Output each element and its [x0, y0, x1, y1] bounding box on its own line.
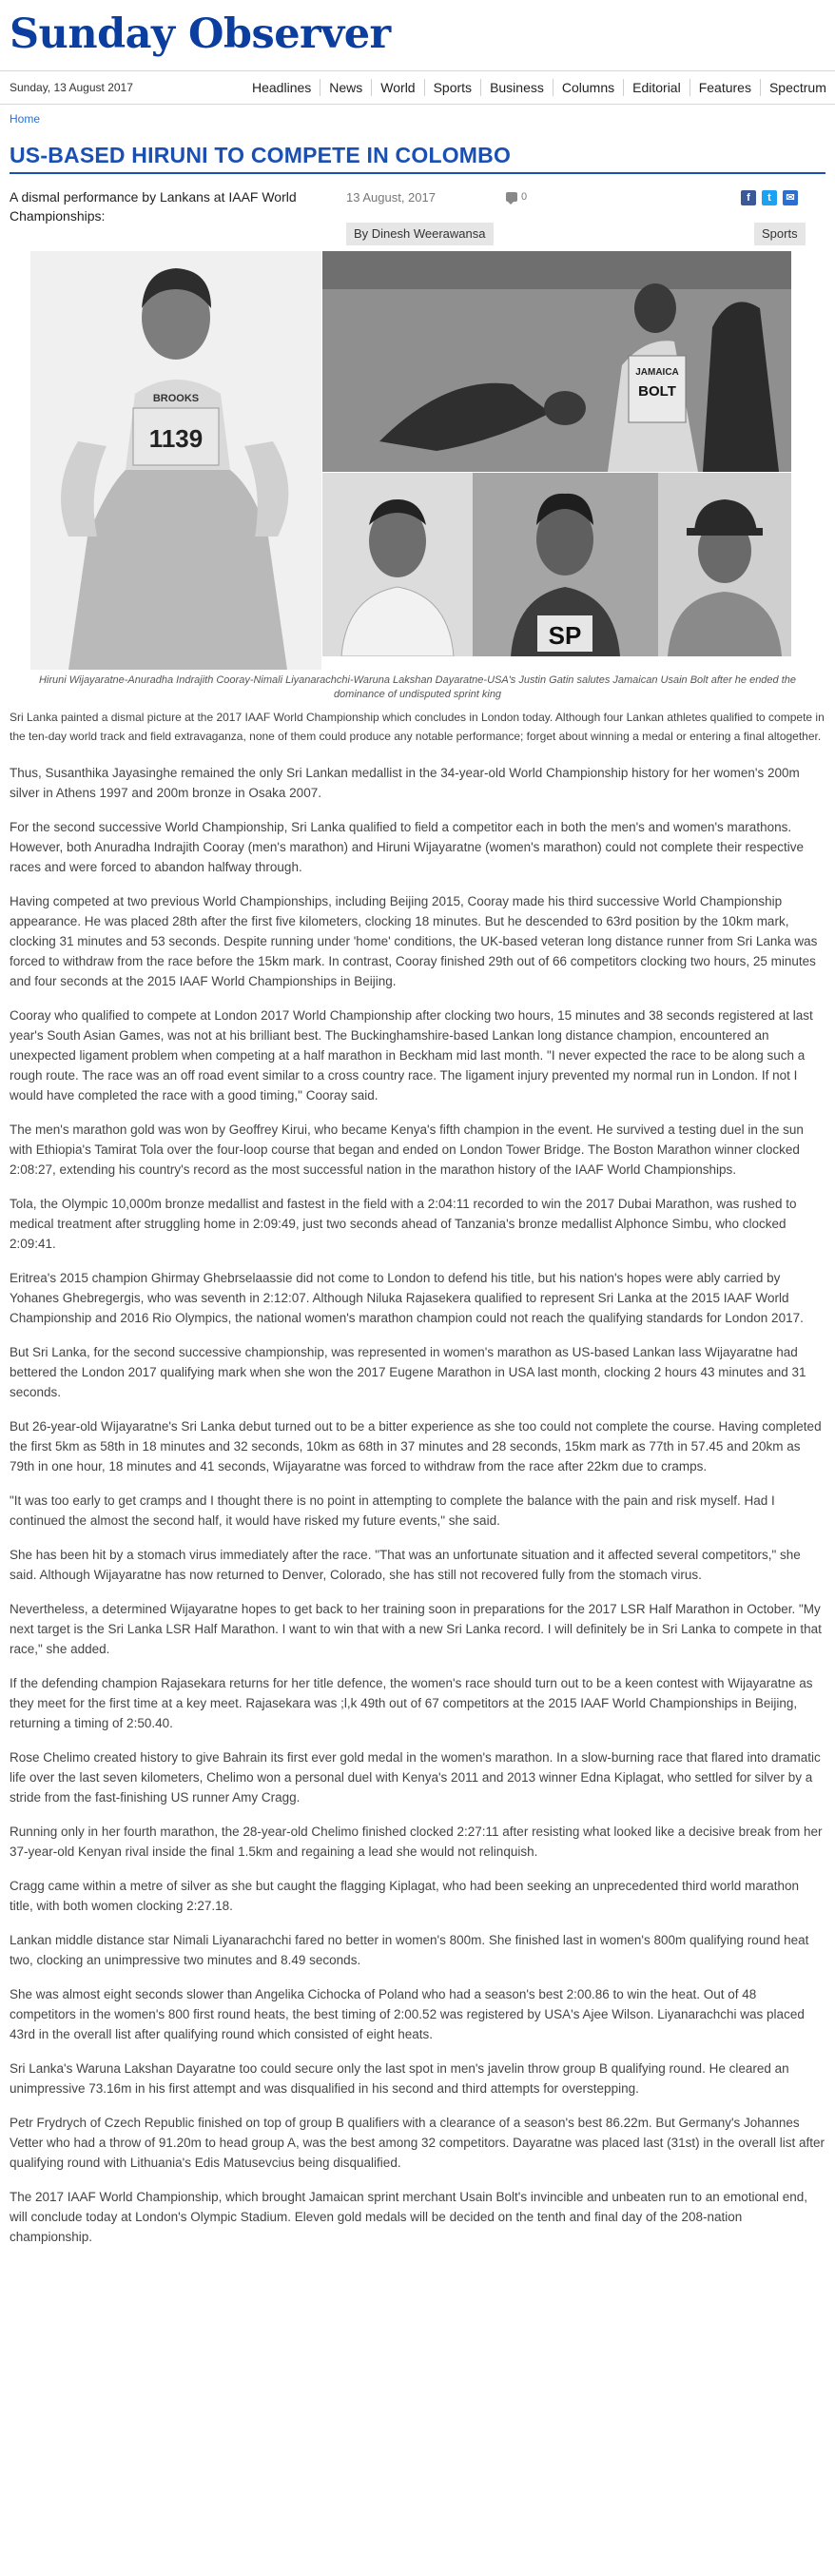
article-paragraph: Sri Lanka's Waruna Lakshan Dayaratne too could secure only the last spot in men's javelin throw group B qualifying round. He cleared an unimpressive 73.16m in his first attempt and was disqualified in his second and third attempts for overstepping.: [10, 2061, 789, 2096]
article-paragraph: Sri Lanka painted a dismal picture at the 2017 IAAF World Championship which concludes in London today. Although four Lankan athletes qualified to compete in the ten-day world track and field extravaganza, none of them could produce any notable performance; forget about winning a medal or entering a final altogether.: [10, 711, 825, 743]
article-paragraph: Rose Chelimo created history to give Bahrain its first ever gold medal in the women's marathon. In a slow-burning race that flared into dramatic life over the last seven kilometers, Chelimo won a personal duel with Kenya's 2011 and 2013 winner Edna Kiplagat, who settled for silver by a stride from the fast-finishing US runner Amy Cragg.: [10, 1750, 821, 1805]
main-nav: [243, 71, 835, 104]
nav-features[interactable]: Features: [689, 79, 760, 96]
photo-anuradha-cooray: [322, 473, 473, 656]
photo-caption: Hiruni Wijayaratne-Anuradha Indrajith Cooray-Nimali Liyanarachchi-Waruna Lakshan Dayaratne-USA's Justin Gatin salutes Jamaican Usain Bolt after he ended the dominance of undisputed sprint king: [38, 674, 797, 700]
top-bar: [0, 70, 835, 105]
facebook-share-icon[interactable]: f: [741, 190, 756, 205]
nav-columns[interactable]: Columns: [553, 79, 623, 96]
nav-headlines[interactable]: Headlines: [252, 80, 312, 95]
photo-bolt-name: BOLT: [638, 383, 676, 400]
article-paragraph: Running only in her fourth marathon, the 28-year-old Chelimo finished clocked 2:27:11 after resisting what looked like a decisive break from her 37-year-old Kenyan rival inside the final 1.5km and regaining a lead she would not relinquish.: [10, 1825, 823, 1859]
nav-spectrum[interactable]: Spectrum: [760, 79, 835, 96]
nav-editorial[interactable]: Editorial: [623, 79, 689, 96]
article-paragraph: For the second successive World Championship, Sri Lanka qualified to field a competitor each in both the men's and women's marathons. However, both Anuradha Indrajith Cooray (men's marathon) and Hiruni Wijayaratne (women's marathon) could not complete their respective races and were forced to abandon halfway through.: [10, 820, 805, 874]
photo-nimali-liyanarachchi: [473, 473, 658, 656]
article-byline: By Dinesh Weerawansa: [346, 223, 494, 245]
comment-count-value: 0: [521, 191, 528, 203]
article-paragraph: But Sri Lanka, for the second successive championship, was represented in women's marathon as US-based Lankan lass Wijayaratne had bettered the London 2017 qualifying mark when she won the 2017 Eugene Marathon in USA last month, clocking 2 hours 43 minutes and 31 seconds.: [10, 1345, 806, 1399]
comment-count[interactable]: [506, 191, 527, 203]
nav-business[interactable]: Business: [480, 79, 553, 96]
article-paragraph: She has been hit by a stomach virus immediately after the race. "That was an unfortunate situation and it affected several competitors," she said. Although Wijayaratne has now returned to Denver, Colorado, she has still not recovered fully from the stomach virus.: [10, 1548, 801, 1582]
article-body: [10, 708, 825, 2261]
article-title: US-BASED HIRUNI TO COMPETE IN COLOMBO: [10, 143, 512, 167]
article-date: 13 August, 2017: [346, 190, 436, 205]
article-paragraph: Tola, the Olympic 10,000m bronze medallist and fastest in the field with a 2:04:11 recorded to win the 2017 Dubai Marathon, was rushed to medical treatment after struggling home in 2:09:49, just two seconds ahead of Tanzania's bronze medallist Alphonce Simbu, who clocked 2:09:41.: [10, 1197, 797, 1251]
article-paragraph: The men's marathon gold was won by Geoffrey Kirui, who became Kenya's fifth champion in the event. He survived a testing duel in the sun with Ethiopia's Tamirat Tola over the four-loop course that began and ended on London Tower Bridge. The Boston Marathon winner clocked 2:08:27, extending his country's record as the most successful nation in the marathon history of the IAAF World Championships.: [10, 1122, 804, 1177]
current-date: Sunday, 13 August 2017: [10, 81, 133, 94]
photo-waruna-dayaratne: [658, 473, 791, 656]
article-paragraph: Cragg came within a metre of silver as she but caught the flagging Kiplagat, who had been seeking an unprecedented third world marathon title, with both women clocking 2:27.18.: [10, 1879, 800, 1913]
article-paragraph: But 26-year-old Wijayaratne's Sri Lanka debut turned out to be a bitter experience as she too could not complete the course. Having completed the first 5km as 58th in 18 minutes and 32 seconds, 10km as 68th in 37 minutes and 28 seconds, 15km mark as 77th in 57.45 and 20km as 79th in one hour, 18 minutes and 41 seconds, Wijayaratne was forced to withdraw from the race after 22km due to cramps.: [10, 1419, 822, 1473]
photo-gatlin-bolt: [322, 251, 791, 472]
article-paragraph: Having competed at two previous World Championships, including Beijing 2015, Cooray made his third successive World Championship appearance. He was placed 28th after the first five kilometers, clocking 18 minutes. But he descended to 63rd position by the 10km mark, clocking 31 minutes and 53 seconds. Despite running under 'home' conditions, the UK-based veteran long distance runner from Sri Lanka was forced to withdraw from the race before the 15km mark. In contrast, Cooray finished 29th out of 66 competitors clocking two hours, 25 minutes and four seconds at the 2015 IAAF World Championships in Beijing.: [10, 894, 818, 988]
article-paragraph: If the defending champion Rajasekara returns for her title defence, the women's race should turn out to be a keen contest with Wijayaratne as they meet for the first time at a key meet. Rajasekara was ;l,k 49th out of 67 competitors at the 2015 IAAF World Championships in Beijing, returning a timing of 2:50.40.: [10, 1676, 813, 1730]
nav-news[interactable]: News: [320, 79, 371, 96]
site-logo[interactable]: [10, 8, 391, 61]
article-category[interactable]: Sports: [754, 223, 806, 245]
article-paragraph: Cooray who qualified to compete at London 2017 World Championship after clocking two hours, 15 minutes and 38 seconds registered at last year's South Asian Games, was not at his brilliant best. The Buckinghamshire-based Lankan long distance champion, encountered an unexpected ligament problem when competing at a half marathon in Beckham mid last month. "I never expected the race to be along such a rough route. The race was an off road event similar to a cross country race. The ligament injury prevented my normal run in London. If not I would have completed the race with a good timing," Cooray said.: [10, 1008, 813, 1103]
site-title: Sunday Observer: [10, 10, 391, 58]
title-divider: [10, 172, 825, 174]
article-paragraph: Thus, Susanthika Jayasinghe remained the only Sri Lankan medallist in the 34-year-old World Championship history for her women's 200m silver in Athens 1997 and 200m bronze in Osaka 2007.: [10, 766, 800, 800]
photo-brand-text: BROOKS: [152, 393, 200, 404]
article-subhead: A dismal performance by Lankans at IAAF World Championships:: [10, 189, 297, 224]
article-paragraph: Lankan middle distance star Nimali Liyanarachchi fared no better in women's 800m. She finished last in women's 800m qualifying round heat two, clocking an unimpressive two minutes and 8.49 seconds.: [10, 1933, 809, 1967]
article-paragraph: Petr Frydrych of Czech Republic finished on top of group B qualifiers with a clearance of a season's best 86.22m. But Germany's Johannes Vetter who had a throw of 91.20m to head group A, was the best among 32 competitors. Dayaratne was placed last (31st) in the overall list after qualifying round with Lithuania's Edis Matusevcius being disqualified.: [10, 2116, 825, 2170]
photo-team-text: JAMAICA: [635, 367, 679, 378]
article-paragraph: "It was too early to get cramps and I thought there is no point in attempting to complete the balance with the pain and risk myself. Had I continued the almost the second half, it would have risked my future events," she said.: [10, 1493, 775, 1528]
photo-hiruni-wijayaratne: [30, 251, 321, 670]
article-paragraph: Nevertheless, a determined Wijayaratne hopes to get back to her training soon in preparations for the 2017 LSR Half Marathon in October. "My next target is the Sri Lanka LSR Half Marathon. I want to win that with a new Sri Lanka record. I will definitely be in Sri Lanka to compete in that race," she added.: [10, 1602, 822, 1656]
nav-world[interactable]: World: [371, 79, 423, 96]
photo-sp-text: SP: [548, 621, 582, 650]
photo-bib-number: 1139: [148, 424, 204, 453]
nav-sports[interactable]: Sports: [424, 79, 480, 96]
article-paragraph: She was almost eight seconds slower than Angelika Cichocka of Poland who had a season's best 2:00.86 to win the heat. Out of 48 competitors in the women's 800 first round heats, the best timing of 2:00.52 was registered by USA's Ajee Wilson. Liyanarachchi was placed 43rd in the overall list after qualifying round which consisted of eight heats.: [10, 1987, 805, 2041]
article-paragraph: The 2017 IAAF World Championship, which brought Jamaican sprint merchant Usain Bolt's invincible and unbeaten run to an emotional end, will conclude today at London's Olympic Stadium. Eleven gold medals will be decided on the tenth and final day of the 208-nation championship.: [10, 2190, 808, 2244]
twitter-share-icon[interactable]: t: [762, 190, 777, 205]
comment-icon: [506, 192, 517, 202]
article-paragraph: Eritrea's 2015 champion Ghirmay Ghebrselaassie did not come to London to defend his title, but his nation's hopes were ably carried by Yohanes Ghebregergis, who was seventh in 2:12:07. Although Niluka Rajasekera qualified to represent Sri Lanka at the 2015 IAAF World Championship and 2016 Rio Olympics, the national women's marathon champion could not reach the qualifying standards for London 2017.: [10, 1271, 804, 1325]
email-share-icon[interactable]: ✉: [783, 190, 798, 205]
breadcrumb-home[interactable]: Home: [10, 112, 41, 126]
